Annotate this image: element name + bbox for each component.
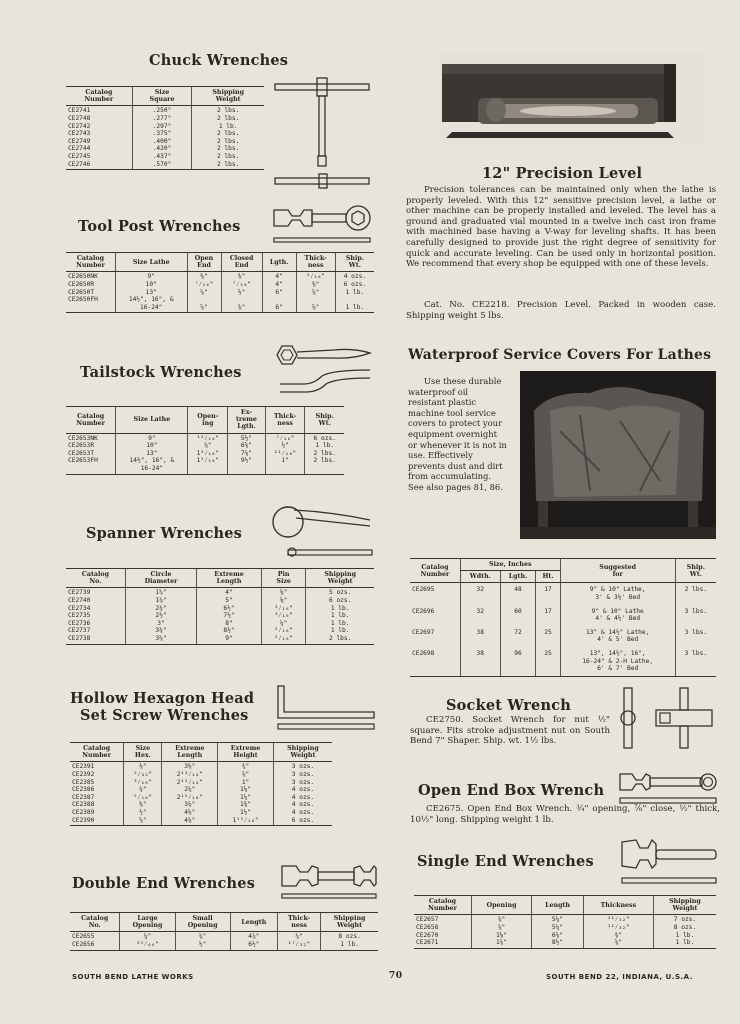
- table-header: Opening: [471, 896, 531, 915]
- table-header: Ex- treme Lgth.: [228, 407, 266, 434]
- table-cell: 2 lbs. 2 lbs. 1 lb. 2 lbs. 2 lbs. 2 lbs. 2 lbs. 2 lbs.: [192, 106, 264, 170]
- table-cell: ¹¹⁄₃₂" ¹¹⁄₃₂" ⅜" ⅝": [583, 915, 653, 948]
- table-row: [414, 915, 716, 948]
- hex-wrenches-table: [70, 742, 332, 826]
- table-row: [66, 272, 374, 313]
- table-header: Thickness: [583, 896, 653, 915]
- table-cell: 38: [460, 626, 500, 647]
- table-cell: CE2653NK CE2653R CE2653T CE2653FH: [66, 433, 116, 474]
- hex-key-illustration: [276, 684, 378, 732]
- table-row: [70, 932, 378, 950]
- table-cell: ¾" ⅞" 1" 1⅛" 1¼" 1⅜" 1½" 1¹⁵⁄₁₆": [218, 762, 274, 826]
- table-row: [66, 433, 344, 474]
- table-cell: 4⅞" 6½": [230, 932, 277, 950]
- footer-address: SOUTH BEND 22, INDIANA, U.S.A.: [546, 973, 693, 981]
- table-cell: 3⅛" 2¹³⁄₁₆" 2¹¹⁄₁₆" 2⅝" 2¹⁵⁄₁₆" 3⅞" 4⅛" 4⅞": [162, 762, 218, 826]
- table-cell: CE2698: [410, 647, 460, 676]
- hex-wrenches-title-line1: Hollow Hexagon Head: [70, 690, 255, 707]
- table-header: Catalog Number: [66, 407, 116, 434]
- table-cell: 38: [460, 647, 500, 676]
- table-cell: CE2657 CE2658 CE2670 CE2671: [414, 915, 471, 948]
- table-header: Wdth.: [460, 571, 500, 583]
- table-header: Ship. Wt.: [675, 559, 716, 583]
- double-end-wrenches-title: Double End Wrenches: [72, 875, 256, 892]
- table-cell: 3 lbs.: [675, 605, 716, 626]
- chuck-wrench-illustration: [275, 78, 375, 193]
- table-row: [410, 605, 716, 626]
- table-cell: 60: [500, 605, 536, 626]
- table-header: Ship. Wt.: [335, 253, 374, 272]
- table-cell: 25: [536, 647, 560, 676]
- table-cell: 5½" 6⅝" 7⅞" 9½": [228, 433, 266, 474]
- table-row: [410, 583, 716, 605]
- table-header: Thick- ness: [265, 407, 305, 434]
- table-header: Small Opening: [175, 913, 230, 932]
- open-end-box-wrench-title: Open End Box Wrench: [418, 782, 605, 799]
- table-cell: CE2741 CE2748 CE2742 CE2743 CE2749 CE2744 CE2745 CE2746: [66, 106, 132, 170]
- table-cell: 8 ozs. 1 lb.: [321, 932, 378, 950]
- table-cell: CE2697: [412, 628, 435, 636]
- table-cell: 17: [536, 583, 560, 605]
- table-cell: ⅛" ⁵⁄₃₂" ³⁄₁₆" ¼" ⁵⁄₁₆" ⅜" ½" ⅝": [124, 762, 162, 826]
- table-cell: CE2650NK CE2650R CE2650T CE2650FH: [66, 272, 115, 313]
- table-cell: 9" 10" 13" 14½", 16", & 16-24": [116, 433, 188, 474]
- tailstock-wrenches-title: Tailstock Wrenches: [80, 364, 242, 381]
- table-header: Thick- ness: [296, 253, 335, 272]
- table-cell: 96: [500, 647, 536, 676]
- precision-level-title: 12" Precision Level: [482, 165, 643, 182]
- table-cell: ⁵⁄₁₆" ⅜" ⅝" ⅝": [296, 272, 335, 313]
- table-cell: 3 lbs.: [675, 647, 716, 676]
- service-covers-title: Waterproof Service Covers For Lathes: [408, 347, 712, 363]
- table-cell: 48: [500, 583, 536, 605]
- table-header: Suggested for: [560, 559, 675, 583]
- precision-level-photo: [438, 52, 706, 144]
- table-header: Catalog Number: [410, 559, 460, 583]
- table-cell: ⅝" ⅞" 1⅛" 1⅝": [471, 915, 531, 948]
- table-header: Shipping Weight: [321, 913, 378, 932]
- table-row: [66, 588, 374, 644]
- table-cell: 4" 4" 6" 6": [262, 272, 296, 313]
- socket-wrench-illustration: [618, 688, 716, 750]
- table-cell: CE2696: [412, 607, 435, 615]
- tool-post-wrench-illustration: [272, 204, 372, 246]
- table-cell: 3 ozs. 3 ozs. 3 ozs. 4 ozs. 4 ozs. 4 ozs. 4 ozs. 6 ozs.: [273, 762, 332, 826]
- table-header: Thick- ness: [277, 913, 320, 932]
- table-cell: ⅜" ⁷⁄₁₆" ⅝" ⅝": [187, 272, 221, 313]
- table-cell: 9" & 10" Lathe, 3' & 3½' Bed: [560, 583, 675, 605]
- table-header: Open End: [187, 253, 221, 272]
- double-end-wrench-illustration: [278, 862, 378, 902]
- table-header: Extreme Height: [218, 743, 274, 762]
- table-header: Length: [532, 896, 584, 915]
- table-header: Size Lathe: [115, 253, 187, 272]
- table-header: Circle Diameter: [125, 569, 196, 588]
- table-cell: 6 ozs. 1 lb. 2 lbs. 2 lbs.: [305, 433, 344, 474]
- table-cell: 13" & 14½" Lathe, 4' & 5' Bed: [560, 626, 675, 647]
- spanner-wrench-illustration: [272, 502, 376, 560]
- table-cell: ¼" ¹⁷⁄₃₂": [277, 932, 320, 950]
- table-header: Closed End: [221, 253, 262, 272]
- table-header: Ship. Wt.: [305, 407, 344, 434]
- open-end-box-wrench-illustration: [618, 772, 718, 806]
- table-cell: ⅜" ⁷⁄₁₆" ½" ⅝": [221, 272, 262, 313]
- table-cell: 32: [460, 583, 500, 605]
- table-cell: ¼" ³⁵⁄₆₄": [120, 932, 175, 950]
- table-row: [70, 762, 332, 826]
- table-header: Size Lathe: [116, 407, 188, 434]
- table-cell: ¹³⁄₁₆" ⅞" 1³⁄₁₆" 1⁵⁄₁₆": [188, 433, 228, 474]
- table-cell: 17: [536, 605, 560, 626]
- single-end-wrenches-table: [414, 895, 716, 949]
- table-header: Extreme Length: [162, 743, 218, 762]
- chuck-wrenches-table: [66, 86, 264, 170]
- table-header: Catalog Number: [66, 253, 115, 272]
- precision-level-catalog: Cat. No. CE2218. Precision Level. Packed in wooden case. Shipping weight 5 lbs.: [406, 300, 716, 321]
- chuck-wrenches-title: Chuck Wrenches: [149, 52, 289, 69]
- table-cell: 3 lbs.: [675, 626, 716, 647]
- table-header: Catalog Number: [414, 896, 471, 915]
- table-cell: CE2695: [412, 586, 435, 594]
- table-header: Size Hex.: [124, 743, 162, 762]
- socket-wrench-title: Socket Wrench: [446, 697, 572, 714]
- table-header: Length: [230, 913, 277, 932]
- table-cell: 5 ozs. 6 ozs. 1 lb. 1 lb. 1 lb. 1 lb. 2 lbs.: [306, 588, 374, 644]
- table-cell: 2 lbs.: [675, 583, 716, 605]
- table-header: Catalog No.: [66, 569, 125, 588]
- tool-post-wrenches-title: Tool Post Wrenches: [78, 218, 241, 235]
- table-header: Shipping Weight: [306, 569, 374, 588]
- table-header: Catalog No.: [70, 913, 120, 932]
- table-cell: ⁷⁄₁₆" ½" ¹¹⁄₁₆" 1": [265, 433, 305, 474]
- table-header: Lgth.: [262, 253, 296, 272]
- tailstock-wrench-illustration: [274, 344, 374, 398]
- table-cell: 9" & 10" Lathe 4' & 4½' Bed: [560, 605, 675, 626]
- table-row: [410, 626, 716, 647]
- service-covers-table: [410, 558, 716, 677]
- table-header: Size Square: [132, 87, 192, 106]
- precision-level-description: Precision tolerances can be maintained only when the lathe is properly leveled. With this 12" sensitive precision level, a lathe or other machine can be properly installed and leveled. The level has a ground and graduated vial mounted in a twelve inch cast iron frame with machined base having a V-way for leveling shafts. It has been carefully designed to provide just the right degree of sensitivity for quick and accurate leveling. Can be used only in horizontal position. We recommend that every shop be equipped with one of these levels.: [406, 185, 716, 270]
- single-end-wrenches-title: Single End Wrenches: [417, 853, 594, 870]
- hex-wrenches-title-line2: Set Screw Wrenches: [80, 707, 249, 724]
- table-cell: 4" 5" 6½" 7½" 8" 8½" 9": [197, 588, 262, 644]
- table-row: [66, 106, 264, 170]
- footer-company: SOUTH BEND LATHE WORKS: [72, 973, 194, 981]
- open-end-box-wrench-description: CE2675. Open End Box Wrench. ¾" opening, ⅞" close, ½" thick, 10½" long. Shipping weight 1 lb.: [410, 804, 720, 825]
- table-header: Extreme Length: [197, 569, 262, 588]
- table-cell: .250" .277" .297" .375" .400" .420" .437" .570": [132, 106, 192, 170]
- table-header: Catalog Number: [66, 87, 132, 106]
- table-cell: ⅝" ½": [175, 932, 230, 950]
- table-header: Pin Size: [261, 569, 305, 588]
- table-header: Open- ing: [188, 407, 228, 434]
- table-cell: CE2655 CE2656: [70, 932, 120, 950]
- spanner-wrenches-title: Spanner Wrenches: [86, 525, 243, 542]
- table-header: Shipping Weight: [192, 87, 264, 106]
- table-cell: CE2739 CE2740 CE2734 CE2735 CE2736 CE2737 CE2738: [66, 588, 125, 644]
- table-header: Shipping Weight: [273, 743, 332, 762]
- tailstock-wrenches-table: [66, 406, 344, 475]
- table-cell: 13", 14½", 16", 16-24" & 2-H Lathe, 6' & 7' Bed: [560, 647, 675, 676]
- spanner-wrenches-table: [66, 568, 374, 645]
- table-cell: CE2391 CE2392 CE2385 CE2386 CE2387 CE2388 CE2389 CE2390: [70, 762, 124, 826]
- table-header: Lgth.: [500, 571, 536, 583]
- single-end-wrench-illustration: [620, 838, 720, 888]
- double-end-wrenches-table: [70, 912, 378, 951]
- table-cell: 1⅝" 1⅞" 2¼" 2½" 3" 3¼" 3⅝": [125, 588, 196, 644]
- table-cell: ⅛" ⅛" ³⁄₁₆" ³⁄₁₆" ¼" ⁵⁄₁₆" ⁵⁄₁₆": [261, 588, 305, 644]
- tool-post-wrenches-table: [66, 252, 374, 313]
- table-header: Large Opening: [120, 913, 175, 932]
- table-cell: 5¼" 5¼" 6⅝" 8½": [532, 915, 584, 948]
- table-row: [410, 647, 716, 676]
- table-header: Catalog Number: [70, 743, 124, 762]
- table-cell: 7 ozs. 8 ozs. 1 lb. 1 lb.: [653, 915, 716, 948]
- page-number: 70: [389, 971, 403, 981]
- table-header: Ht.: [536, 571, 560, 583]
- table-header: Shipping Weight: [653, 896, 716, 915]
- table-cell: 9" 10" 13" 14½", 16", & 16-24": [115, 272, 187, 313]
- table-cell: 32: [460, 605, 500, 626]
- table-cell: 4 ozs. 6 ozs. 1 lb. 1 lb.: [335, 272, 374, 313]
- table-cell: 72: [500, 626, 536, 647]
- service-covers-description: Use these durable waterproof oil resistant plastic machine tool service covers to protect your equipment overnight or whenever it is not in use. Effectively prevents dust and dirt from accumulating. See also pages 81, 86.: [408, 376, 507, 492]
- service-cover-photo: [520, 371, 716, 539]
- table-cell: 25: [536, 626, 560, 647]
- table-header: Size, Inches: [460, 559, 560, 571]
- socket-wrench-description: CE2750. Socket Wrench for nut ½" square. Fits stroke adjustment nut on South Bend 7" Shaper. Ship. wt. 1½ lbs.: [410, 715, 610, 747]
